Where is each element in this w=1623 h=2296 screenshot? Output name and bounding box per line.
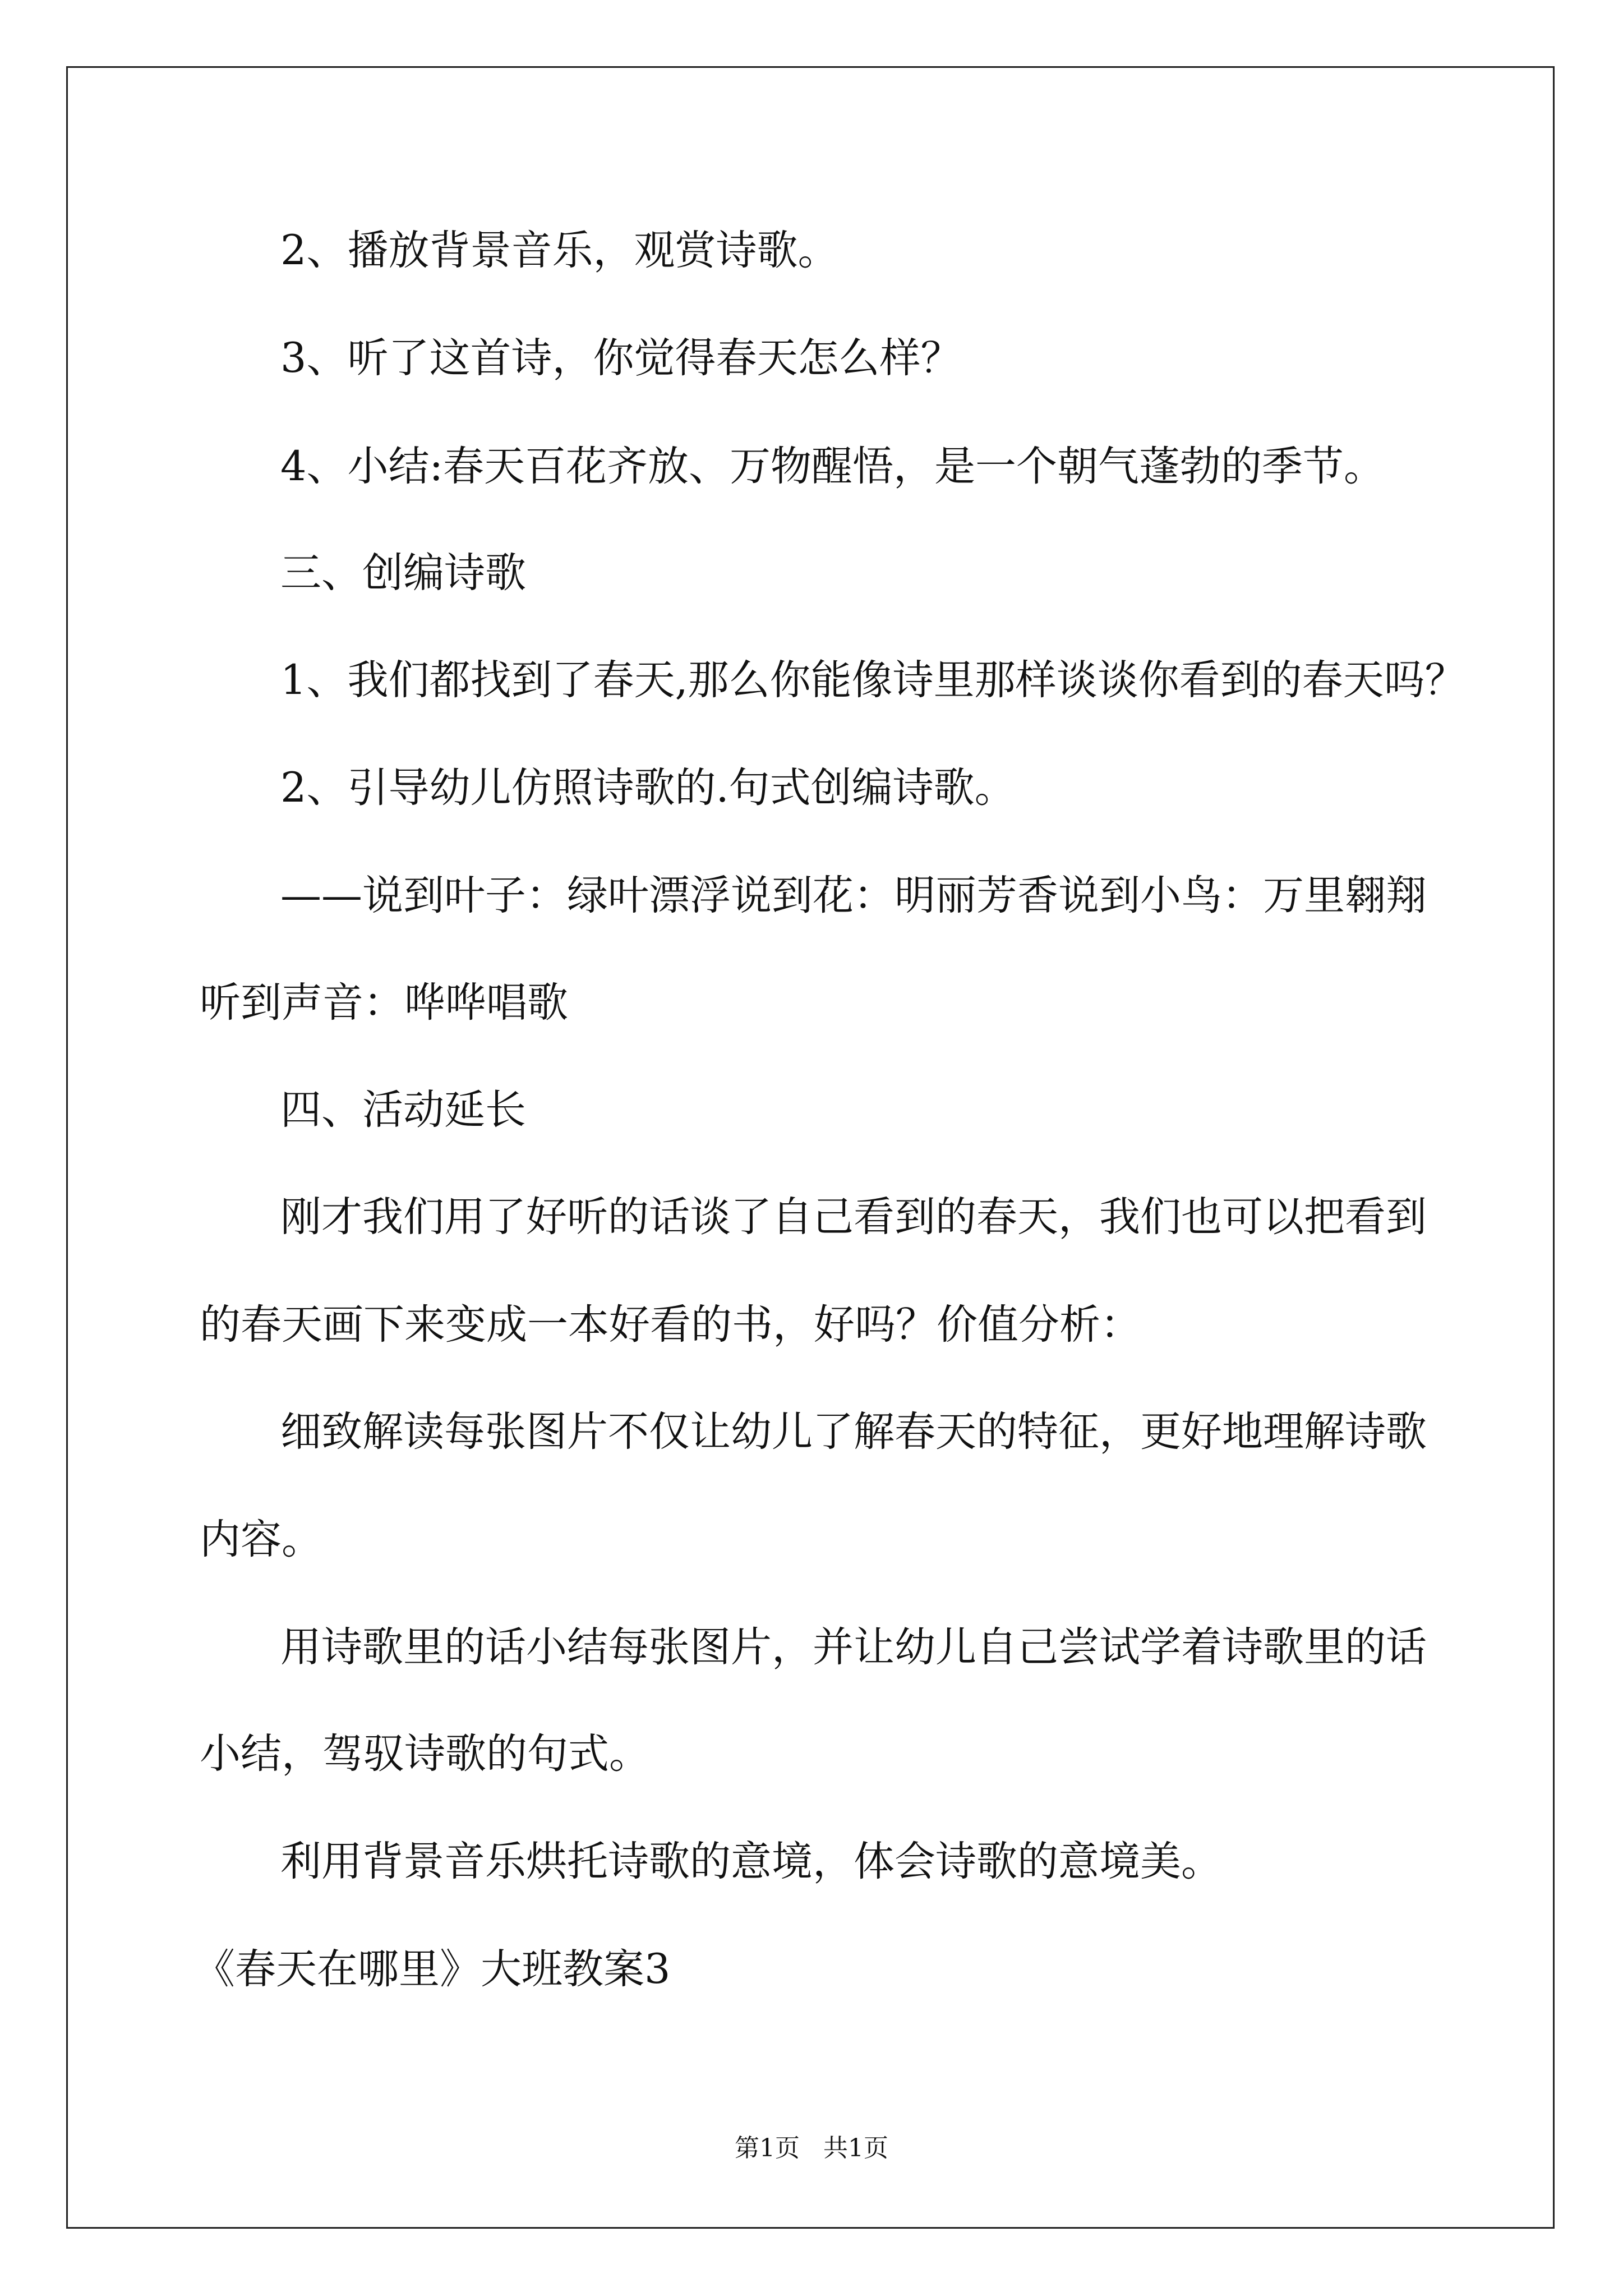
section-heading-extend: 四、活动延长	[280, 1086, 526, 1134]
paragraph-interpret-cont: 内容。	[200, 1516, 322, 1563]
paragraph-play-music: 2、播放背景音乐，观赏诗歌。	[280, 227, 839, 274]
paragraph-examples: ——说到叶子：绿叶漂浮说到花：明丽芳香说到小鸟：万里翱翔	[280, 872, 1427, 919]
paragraph-poem-words-cont: 小结，驾驭诗歌的句式。	[200, 1730, 650, 1778]
paragraph-poem-words: 用诗歌里的话小结每张图片，并让幼儿自己尝试学着诗歌里的话	[280, 1623, 1427, 1671]
paragraph-examples-cont: 听到声音：哗哗唱歌	[200, 979, 568, 1027]
next-lesson-title: 《春天在哪里》大班教案3	[194, 1945, 671, 1993]
paragraph-draw-spring-cont: 的春天画下来变成一本好看的书，好吗？价值分析：	[200, 1301, 1141, 1349]
paragraph-question-spring: 3、听了这首诗，你觉得春天怎么样？	[280, 334, 962, 382]
paragraph-found-spring: 1、我们都找到了春天,那么你能像诗里那样谈谈你看到的春天吗？	[280, 656, 1466, 704]
page-number-footer: 第1页 共1页	[735, 2134, 888, 2162]
paragraph-summary: 4、小结:春天百花齐放、万物醒悟，是一个朝气蓬勃的季节。	[280, 443, 1385, 490]
paragraph-draw-spring: 刚才我们用了好听的话谈了自己看到的春天，我们也可以把看到	[280, 1193, 1427, 1241]
section-heading-create: 三、创编诗歌	[280, 549, 526, 597]
paragraph-interpret: 细致解读每张图片不仅让幼儿了解春天的特征，更好地理解诗歌	[280, 1408, 1427, 1456]
paragraph-background-music: 利用背景音乐烘托诗歌的意境，体会诗歌的意境美。	[280, 1838, 1222, 1885]
paragraph-guide-children: 2、引导幼儿仿照诗歌的.句式创编诗歌。	[280, 764, 1016, 812]
page-border	[66, 66, 1555, 2229]
